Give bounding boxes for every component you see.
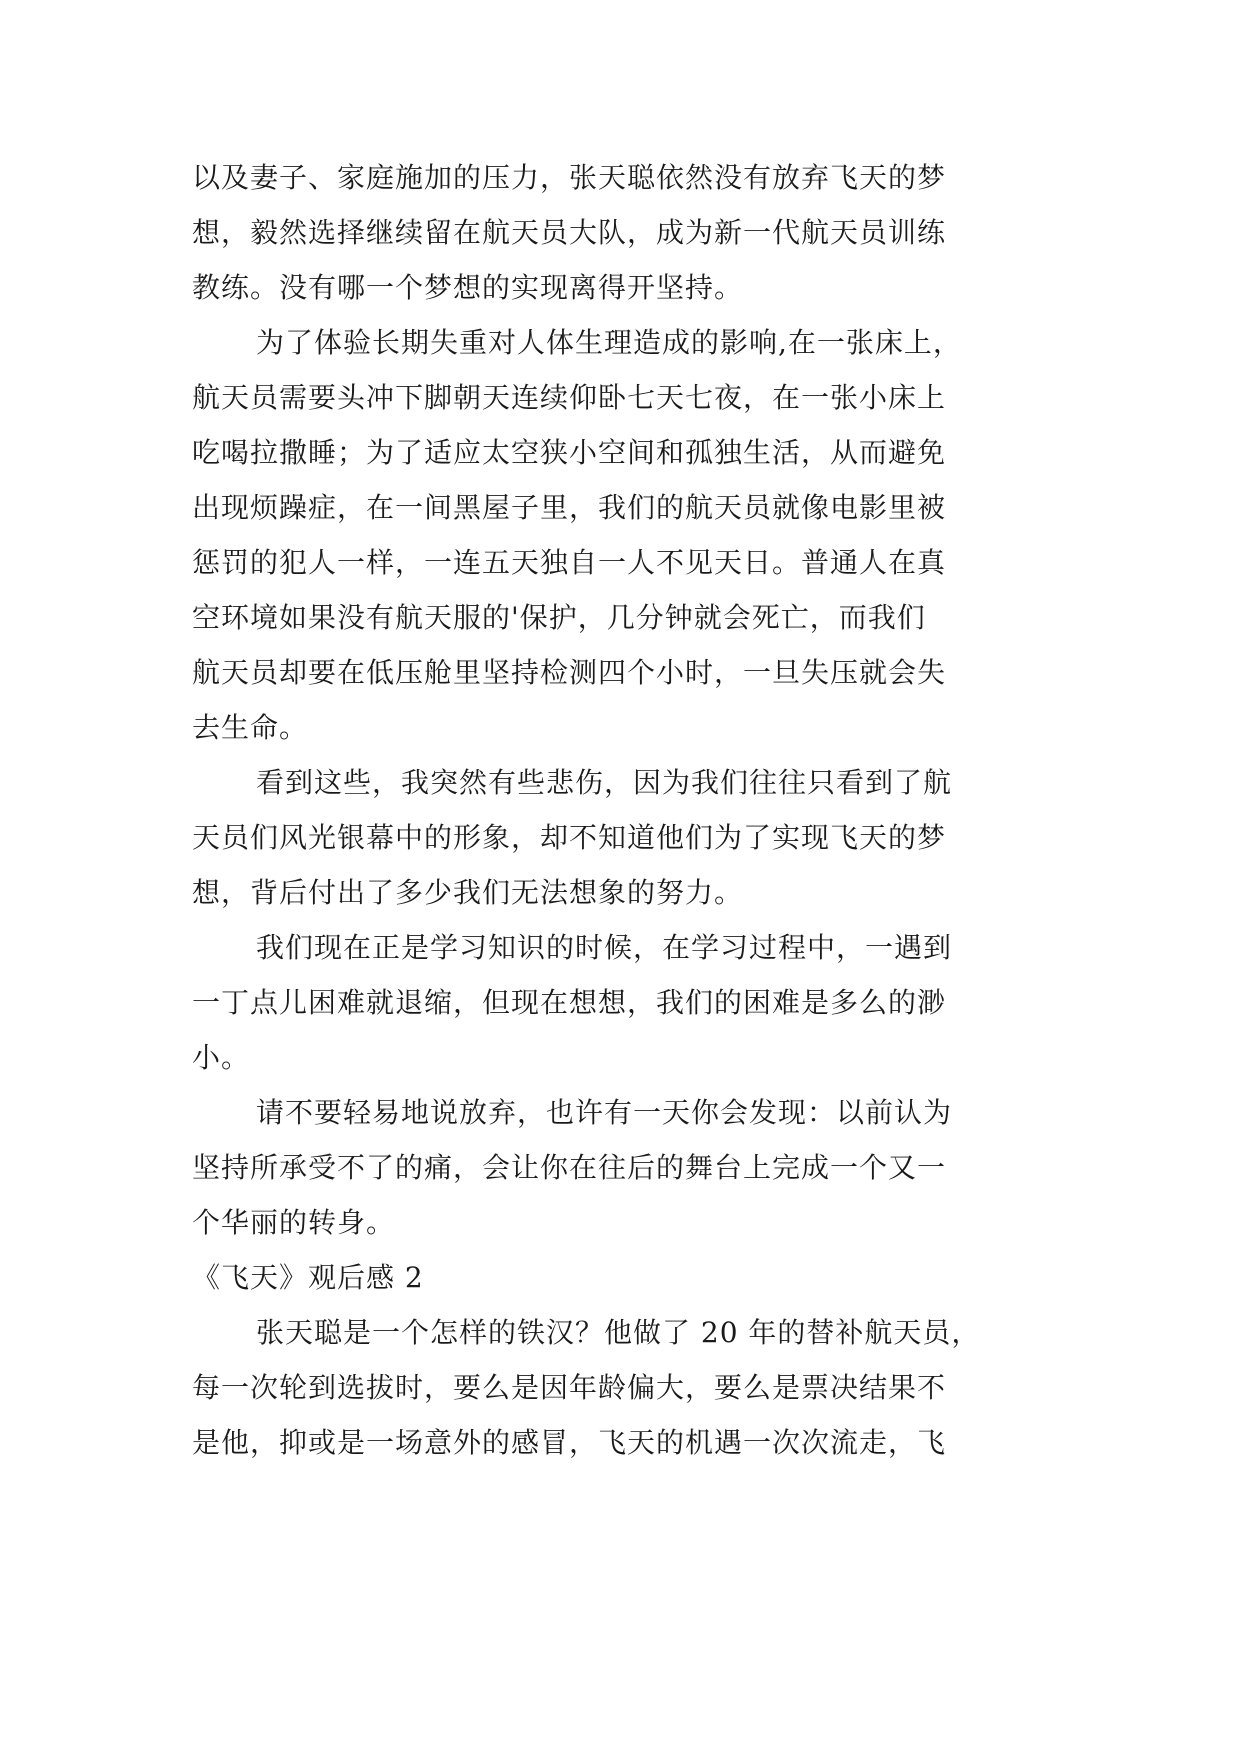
text-line: 每一次轮到选拔时，要么是因年龄偏大，要么是票决结果不 (192, 1371, 947, 1404)
text-line: 航天员需要头冲下脚朝天连续仰卧七天七夜，在一张小床上 (192, 381, 947, 414)
text-line: 空环境如果没有航天服的'保护，几分钟就会死亡，而我们 (192, 601, 926, 634)
text-line: 想，背后付出了多少我们无法想象的努力。 (192, 876, 744, 909)
text-line: 个华丽的转身。 (192, 1206, 396, 1239)
text-line: 想，毅然选择继续留在航天员大队，成为新一代航天员训练 (192, 216, 947, 249)
text-line: 请不要轻易地说放弃，也许有一天你会发现：以前认为 (256, 1096, 953, 1129)
text-line: 《飞天》观后感 2 (192, 1261, 424, 1294)
text-line: 航天员却要在低压舱里坚持检测四个小时，一旦失压就会失 (192, 656, 947, 689)
text-line: 吃喝拉撒睡；为了适应太空狭小空间和孤独生活，从而避免 (192, 436, 947, 469)
text-line: 天员们风光银幕中的形象，却不知道他们为了实现飞天的梦 (192, 821, 947, 854)
text-line: 看到这些，我突然有些悲伤，因为我们往往只看到了航 (256, 766, 953, 799)
text-line: 惩罚的犯人一样，一连五天独自一人不见天日。普通人在真 (192, 546, 947, 579)
text-line: 去生命。 (192, 711, 309, 744)
text-line: 我们现在正是学习知识的时候，在学习过程中，一遇到 (256, 931, 953, 964)
text-line: 教练。没有哪一个梦想的实现离得开坚持。 (192, 271, 744, 304)
text-line: 小。 (192, 1041, 251, 1074)
text-line: 是他，抑或是一场意外的感冒，飞天的机遇一次次流走，飞 (192, 1426, 947, 1459)
text-line: 张天聪是一个怎样的铁汉？他做了 20 年的替补航天员， (256, 1316, 981, 1349)
text-line: 出现烦躁症，在一间黑屋子里，我们的航天员就像电影里被 (192, 491, 947, 524)
document-body (192, 150, 1050, 1470)
text-line: 为了体验长期失重对人体生理造成的影响,在一张床上， (256, 326, 962, 359)
text-line: 以及妻子、家庭施加的压力，张天聪依然没有放弃飞天的梦 (192, 161, 947, 194)
text-line: 坚持所承受不了的痛，会让你在往后的舞台上完成一个又一 (192, 1151, 947, 1184)
text-line: 一丁点儿困难就退缩，但现在想想，我们的困难是多么的渺 (192, 986, 947, 1019)
